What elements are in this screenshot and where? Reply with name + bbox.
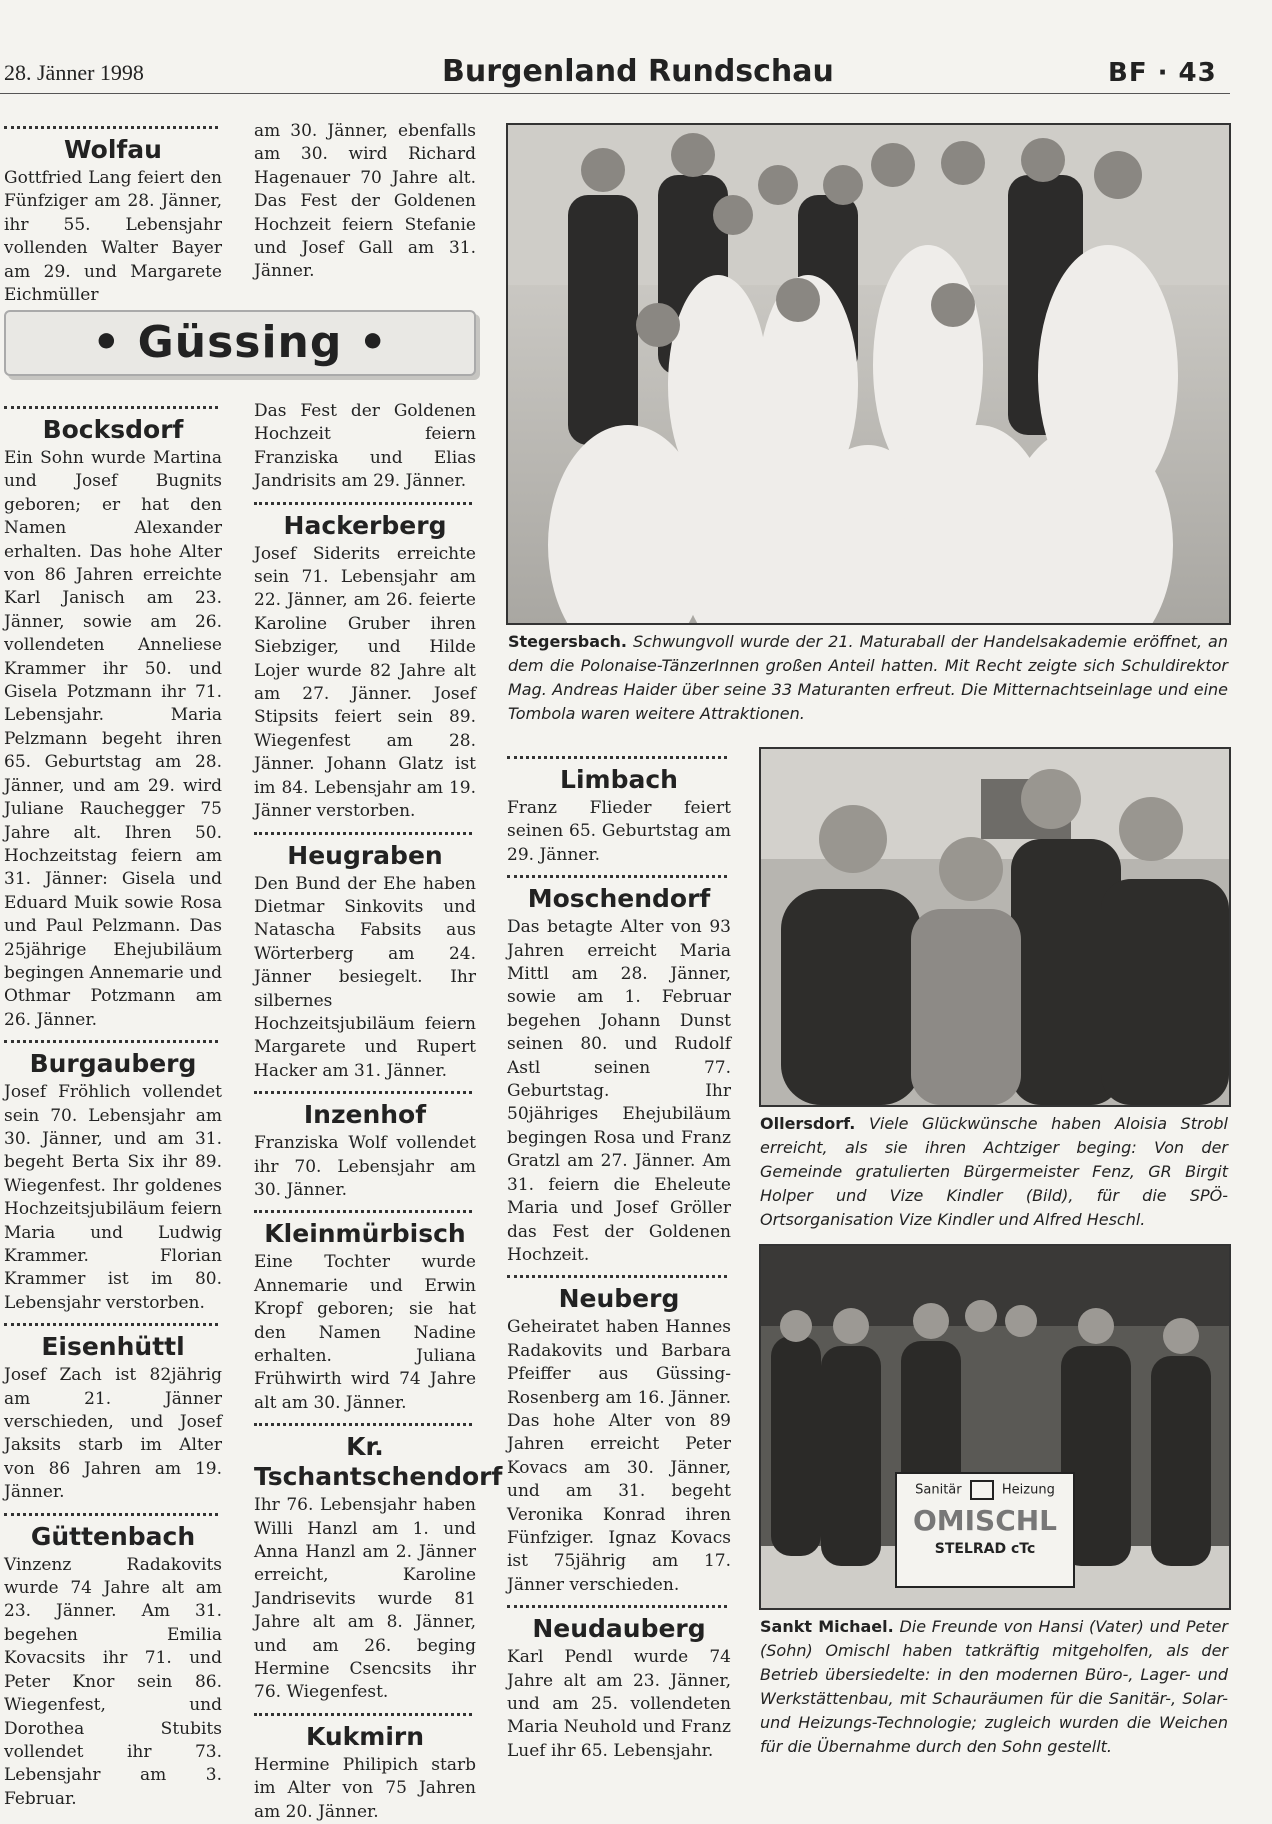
section-heading: Eisenhüttl bbox=[41, 1332, 185, 1362]
caption-stegersbach bbox=[508, 630, 1228, 726]
section-inzenhof bbox=[254, 1091, 476, 1202]
caption-place: Sankt Michael. bbox=[760, 1617, 894, 1636]
divider bbox=[507, 1275, 727, 1278]
section-heading: Burgauberg bbox=[29, 1049, 197, 1079]
section-neudauberg bbox=[507, 1605, 731, 1763]
divider bbox=[507, 1605, 727, 1608]
caption-sankt-michael bbox=[760, 1615, 1228, 1759]
caption-ollersdorf bbox=[760, 1112, 1228, 1232]
photo-illustration bbox=[761, 749, 1229, 1105]
section-burgauberg bbox=[4, 1040, 222, 1315]
caption-text: Die Freunde von Hansi (Vater) und Peter (Sohn) Omischl haben tatkräftig mitgeholfen, als der Betrieb übersiedelte: in den modernen Büro-, Lager- und Werkstättenbau, mit Schauräumen für die Sanitär-, Solar- und Heizungs-Technologie; zugleich wurden die Weichen für die Übernahme durch den Sohn gestellt. bbox=[760, 1617, 1228, 1756]
column-3 bbox=[507, 756, 731, 1763]
section-heading: Neuberg bbox=[558, 1284, 680, 1314]
issue-date: 28. Jänner 1998 bbox=[4, 60, 144, 85]
divider bbox=[4, 1040, 218, 1043]
district-banner-label: • Güssing • bbox=[92, 317, 388, 368]
section-text: Franz Flieder feiert seinen 65. Geburtstag am 29. Jänner. bbox=[507, 798, 731, 865]
section-krtschantschendorf bbox=[254, 1423, 503, 1705]
section-text: Das Fest der Goldenen Hochzeit feiern Franziska und Elias Jandrisits am 29. Jänner. bbox=[254, 401, 476, 492]
divider bbox=[4, 126, 218, 129]
section-heading: Hackerberg bbox=[283, 510, 447, 540]
sign-heizung: Heizung bbox=[1001, 1482, 1055, 1498]
section-kukmirn bbox=[254, 1713, 476, 1824]
section-heading: Limbach bbox=[560, 765, 678, 794]
section-heugraben bbox=[254, 832, 476, 1084]
section-heading: Wolfau bbox=[64, 135, 162, 164]
divider bbox=[254, 1423, 472, 1426]
section-heading: Inzenhof bbox=[303, 1100, 427, 1130]
column-1 bbox=[4, 406, 222, 1811]
divider bbox=[254, 1091, 472, 1094]
photo-stegersbach-ball bbox=[506, 123, 1231, 625]
section-text: Karl Pendl wurde 74 Jahre alt am 23. Jänner, und am 25. vollendeten Maria Neuhold und Franz Luef ihr 65. Lebensjahr. bbox=[507, 1647, 731, 1761]
section-hackerberg bbox=[254, 502, 476, 824]
section-heading: Kr. Tschantschendorf bbox=[254, 1432, 503, 1492]
section-kleinmuerbisch bbox=[254, 1210, 476, 1415]
page-number: BF · 43 bbox=[1108, 58, 1217, 88]
caption-text: Schwungvoll wurde der 21. Maturaball der Handelsakademie eröffnet, an dem die Polonaise-TänzerInnen großen Anteil hatten. Mit Recht zeigte sich Schuldirektor Mag. Andreas Haider über seine 33 Maturanten erfreut. Die Mitternachtseinlage und eine Tombola waren weitere Attraktionen. bbox=[508, 632, 1229, 723]
section-eisenhuettl bbox=[4, 1323, 222, 1504]
section-heading: Kleinmürbisch bbox=[264, 1219, 466, 1249]
divider bbox=[4, 1513, 218, 1516]
section-heading: Bocksdorf bbox=[42, 415, 184, 444]
section-heading: Neudauberg bbox=[532, 1614, 706, 1644]
divider bbox=[4, 1323, 218, 1326]
newspaper-title: Burgenland Rundschau bbox=[442, 54, 834, 89]
section-text: Josef Fröhlich vollendet sein 70. Lebensjahr am 30. Jänner, und am 31. begeht Berta Six ihr 89. Wiegenfest. Ihr goldenes Hochzeitsjubiläum feiern Maria und Ludwig Krammer. Florian Krammer ist im 80. Lebensjahr verstorben. bbox=[4, 1082, 222, 1313]
section-text: Den Bund der Ehe haben Dietmar Sinkovits und Natascha Fabsits aus Wörterberg am 24. Jänner besiegelt. Ihr silbernes Hochzeitsjubiläum feiern Margarete und Rupert Hacker am 31. Jänner. bbox=[254, 873, 476, 1081]
photo-ollersdorf bbox=[759, 747, 1231, 1107]
photo-sankt-michael bbox=[759, 1244, 1231, 1610]
section-heading: Moschendorf bbox=[527, 884, 711, 914]
section-text: Franziska Wolf vollendet ihr 70. Lebensjahr am 30. Jänner. bbox=[254, 1133, 476, 1200]
sign-name: OMISCHL bbox=[912, 1504, 1058, 1537]
divider bbox=[254, 502, 472, 505]
section-wolfau bbox=[4, 126, 222, 307]
photo-illustration bbox=[508, 125, 1229, 623]
section-heading: Güttenbach bbox=[30, 1521, 196, 1551]
divider bbox=[507, 756, 727, 759]
section-moschendorf bbox=[507, 875, 731, 1267]
section-text: Hermine Philipich starb im Alter von 75 Jahren am 20. Jänner. bbox=[254, 1754, 476, 1822]
section-text: Josef Siderits erreichte sein 71. Lebensjahr am 22. Jänner, am 26. feierte Karoline Gruber ihren Siebziger, und Hilde Lojer wurde 82 Jahre alt am 27. Jänner. Josef Stipsits feiert sein 89. Wiegenfest am 28. Jänner. Johann Glatz ist im 84. Lebensjahr am 19. Jänner verstorben. bbox=[254, 543, 476, 822]
caption-place: Stegersbach. bbox=[508, 632, 627, 651]
section-text: Eine Tochter wurde Annemarie und Erwin Kropf geboren; sie hat den Namen Nadine erhalten. Juliana Frühwirth wird 74 Jahre alt am 30. Jänner. bbox=[254, 1252, 476, 1413]
company-sign bbox=[895, 1472, 1075, 1588]
section-bocksdorf-continued bbox=[254, 400, 476, 494]
section-heading: Heugraben bbox=[287, 840, 443, 870]
divider bbox=[254, 1713, 472, 1716]
section-text: Das betagte Alter von 93 Jahren erreicht Maria Mittl am 28. Jänner, sowie am 1. Februar begehen Johann Dunst seinen 80. und Rudolf Astl seinen 77. Geburtstag. Ihr 50jähriges Ehejubiläum begingen Rosa und Franz Gratzl am 27. Jänner. Am 31. feiern die Eheleute Maria und Josef Gröller das Fest der Goldenen Hochzeit. bbox=[507, 917, 731, 1265]
section-bocksdorf bbox=[4, 406, 222, 1032]
logo-icon bbox=[970, 1480, 994, 1500]
caption-place: Ollersdorf. bbox=[760, 1114, 856, 1133]
section-text: Ein Sohn wurde Martina und Josef Bugnits geboren; er hat den Namen Alexander erhalten. Das hohe Alter von 86 Jahren erreichte Karl Janisch am 23. Jänner, sowie am 26. vollendeten Anneliese Krammer ihr 50. und Gisela Potzmann ihr 71. Lebensjahr. Maria Pelzmann begeht ihren 65. Geburtstag am 28. Jänner, und am 29. wird Juliane Rauchegger 75 Jahre alt. Ihren 50. Hochzeitstag feiern am 31. Jänner: Gisela und Eduard Muik sowie Rosa und Paul Pelzmann. Das 25jährige Ehejubiläum begingen Annemarie und Othmar Potzmann am 26. Jänner. bbox=[4, 448, 222, 1030]
section-text: Geheiratet haben Hannes Radakovits und Barbara Pfeiffer aus Güssing-Rosenberg am 16. Jänner. Das hohe Alter von 89 Jahren erreicht Peter Kovacs am 30. Jänner, und am 31. begeht Veronika Konrad ihren Fünfziger. Ignaz Kovacs ist 75jährig am 17. Jänner verschieden. bbox=[507, 1317, 731, 1595]
section-neuberg bbox=[507, 1275, 731, 1597]
section-text: am 30. Jänner, ebenfalls am 30. wird Richard Hagenauer 70 Jahre alt. Das Fest der Goldenen Hochzeit feiern Stefanie und Josef Gall am 31. Jänner. bbox=[254, 121, 476, 282]
divider bbox=[507, 875, 727, 878]
section-guettenbach bbox=[4, 1513, 222, 1811]
section-wolfau-continued bbox=[254, 120, 476, 284]
divider bbox=[254, 832, 472, 835]
section-heading: Kukmirn bbox=[305, 1721, 425, 1751]
header-rule bbox=[0, 93, 1230, 94]
divider bbox=[4, 406, 218, 409]
section-text: Vinzenz Radakovits wurde 74 Jahre alt am 23. Jänner. Am 31. begehen Emilia Kovacsits ihr 71. und Peter Knor sein 86. Wiegenfest, und Dorothea Stubits vollendet ihr 73. Lebensjahr am 3. Februar. bbox=[4, 1554, 222, 1809]
section-text: Josef Zach ist 82jährig am 21. Jänner verschieden, und Josef Jaksits starb im Alter von 86 Jahren am 19. Jänner. bbox=[4, 1365, 222, 1503]
section-text: Gottfried Lang feiert den Fünfziger am 28. Jänner, ihr 55. Lebensjahr vollenden Walter Bayer am 29. und Margarete Eichmüller bbox=[4, 168, 222, 306]
caption-text: Viele Glückwünsche haben Aloisia Strobl erreicht, als sie ihren Achtziger beging: Von der Gemeinde gratulierten Bürgermeister Fenz, GR Birgit Holper und Vize Kindler (Bild), für die SPÖ-Ortsorganisation Vize Kindler und Alfred Heschl. bbox=[760, 1114, 1229, 1229]
district-banner bbox=[4, 310, 476, 376]
sign-sanitaer: Sanitär bbox=[915, 1482, 962, 1498]
column-2 bbox=[254, 400, 503, 1824]
sign-bottom: STELRAD cTc bbox=[934, 1541, 1036, 1557]
section-limbach bbox=[507, 756, 731, 867]
divider bbox=[254, 1210, 472, 1213]
section-text: Ihr 76. Lebensjahr haben Willi Hanzl am 1. und Anna Hanzl am 2. Jänner erreicht, Karoline Jandrisevits wurde 81 Jahre alt am 8. Jänner, und am 26. beging Hermine Csencsits ihr 76. Wiegenfest. bbox=[254, 1495, 476, 1703]
